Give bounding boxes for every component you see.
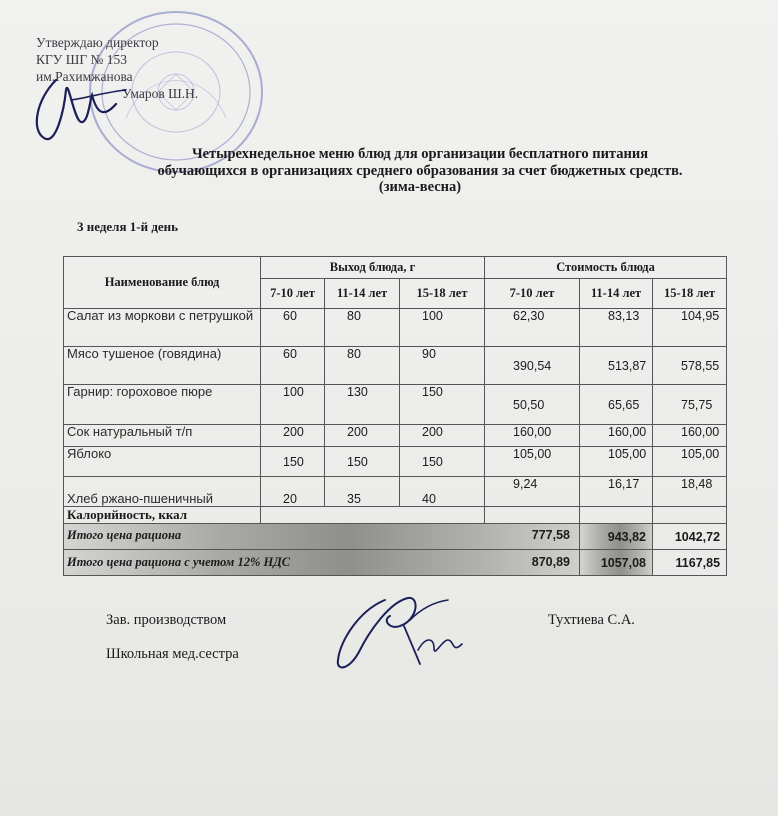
kcal-empty [485, 507, 580, 524]
kcal-row [64, 507, 727, 524]
output-value: 200 [261, 425, 325, 447]
director-signature-icon [26, 60, 146, 150]
table-row [64, 425, 727, 447]
output-value: 20 [261, 477, 325, 507]
kcal-label: Калорийность, ккал [64, 507, 261, 524]
output-value: 150 [400, 385, 485, 425]
total-vat-cell [64, 550, 580, 576]
total-vat-value-1: 870,89 [531, 555, 571, 569]
footer-role-2: Школьная мед.сестра [106, 646, 239, 662]
cost-value: 75,75 [653, 385, 727, 425]
approval-line-4: Умаров Ш.Н. [122, 86, 199, 101]
dish-name: Гарнир: гороховое пюре [64, 385, 261, 425]
document-title [110, 146, 730, 196]
title-line-1: Четырехнедельное меню блюд для организации бесплатного питания [191, 146, 649, 162]
output-value: 150 [261, 447, 325, 477]
cost-value: 62,30 [485, 309, 580, 347]
total-vat-label: Итого цена рациона с учетом 12% НДС [67, 555, 291, 569]
table-row [64, 477, 727, 507]
cost-value: 105,00 [485, 447, 580, 477]
total-value-1: 777,58 [531, 528, 571, 542]
total-cell [64, 524, 580, 550]
cost-value: 160,00 [580, 425, 653, 447]
header-output-age-3: 15-18 лет [400, 279, 485, 309]
cost-value: 50,50 [485, 385, 580, 425]
cost-value: 578,55 [653, 347, 727, 385]
header-dish-name: Наименование блюд [64, 257, 261, 309]
output-value: 200 [325, 425, 400, 447]
dish-name: Хлеб ржано-пшеничный [64, 477, 261, 507]
cost-value: 105,00 [653, 447, 727, 477]
kcal-empty [653, 507, 727, 524]
approval-line-3: им.Рахимжанова [36, 69, 133, 84]
header-cost-age-3: 15-18 лет [653, 279, 727, 309]
cost-value: 83,13 [580, 309, 653, 347]
table-row [64, 447, 727, 477]
output-value: 60 [261, 309, 325, 347]
total-row [64, 524, 727, 550]
cost-value: 160,00 [485, 425, 580, 447]
title-line-2: обучающихся в организациях среднего образования за счет бюджетных средств. [157, 162, 683, 179]
kcal-empty [580, 507, 653, 524]
table-row [64, 385, 727, 425]
output-value: 80 [325, 309, 400, 347]
output-value: 35 [325, 477, 400, 507]
header-cost-age-1: 7-10 лет [485, 279, 580, 309]
total-value-2: 943,82 [580, 524, 653, 550]
output-value: 40 [400, 477, 485, 507]
total-vat-value-2: 1057,08 [580, 550, 653, 576]
total-label: Итого цена рациона [67, 528, 182, 542]
dish-name: Яблоко [64, 447, 261, 477]
header-cost: Стоимость блюда [485, 257, 727, 279]
header-row-1 [64, 257, 727, 279]
cost-value: 104,95 [653, 309, 727, 347]
header-output: Выход блюда, г [261, 257, 485, 279]
table-row [64, 309, 727, 347]
output-value: 100 [261, 385, 325, 425]
cost-value: 9,24 [485, 477, 580, 507]
cost-value: 18,48 [653, 477, 727, 507]
dish-name: Мясо тушеное (говядина) [64, 347, 261, 385]
header-output-age-2: 11-14 лет [325, 279, 400, 309]
cost-value: 160,00 [653, 425, 727, 447]
cost-value: 65,65 [580, 385, 653, 425]
total-vat-value-3: 1167,85 [653, 550, 727, 576]
table-row [64, 347, 727, 385]
output-value: 150 [325, 447, 400, 477]
header-output-age-1: 7-10 лет [261, 279, 325, 309]
output-value: 80 [325, 347, 400, 385]
week-label: 3 неделя 1-й день [77, 219, 179, 234]
output-value: 150 [400, 447, 485, 477]
total-vat-row [64, 550, 727, 576]
approval-line-1: Утверждаю директор [36, 35, 159, 50]
cost-value: 105,00 [580, 447, 653, 477]
cost-value: 390,54 [485, 347, 580, 385]
cost-value: 16,17 [580, 477, 653, 507]
output-value: 60 [261, 347, 325, 385]
approval-line-2: КГУ ШГ № 153 [36, 52, 128, 67]
footer-role-1: Зав. производством [106, 612, 227, 628]
menu-table [63, 256, 727, 576]
cost-value: 513,87 [580, 347, 653, 385]
header-cost-age-2: 11-14 лет [580, 279, 653, 309]
total-value-3: 1042,72 [653, 524, 727, 550]
footer-name-1: Тухтиева С.А. [548, 612, 635, 628]
output-value: 90 [400, 347, 485, 385]
output-value: 100 [400, 309, 485, 347]
dish-name: Сок натуральный т/п [64, 425, 261, 447]
production-signature-icon [330, 580, 480, 680]
kcal-empty [261, 507, 485, 524]
title-line-3: (зима-весна) [378, 179, 462, 195]
output-value: 200 [400, 425, 485, 447]
dish-name: Салат из моркови с петрушкой [64, 309, 261, 347]
output-value: 130 [325, 385, 400, 425]
